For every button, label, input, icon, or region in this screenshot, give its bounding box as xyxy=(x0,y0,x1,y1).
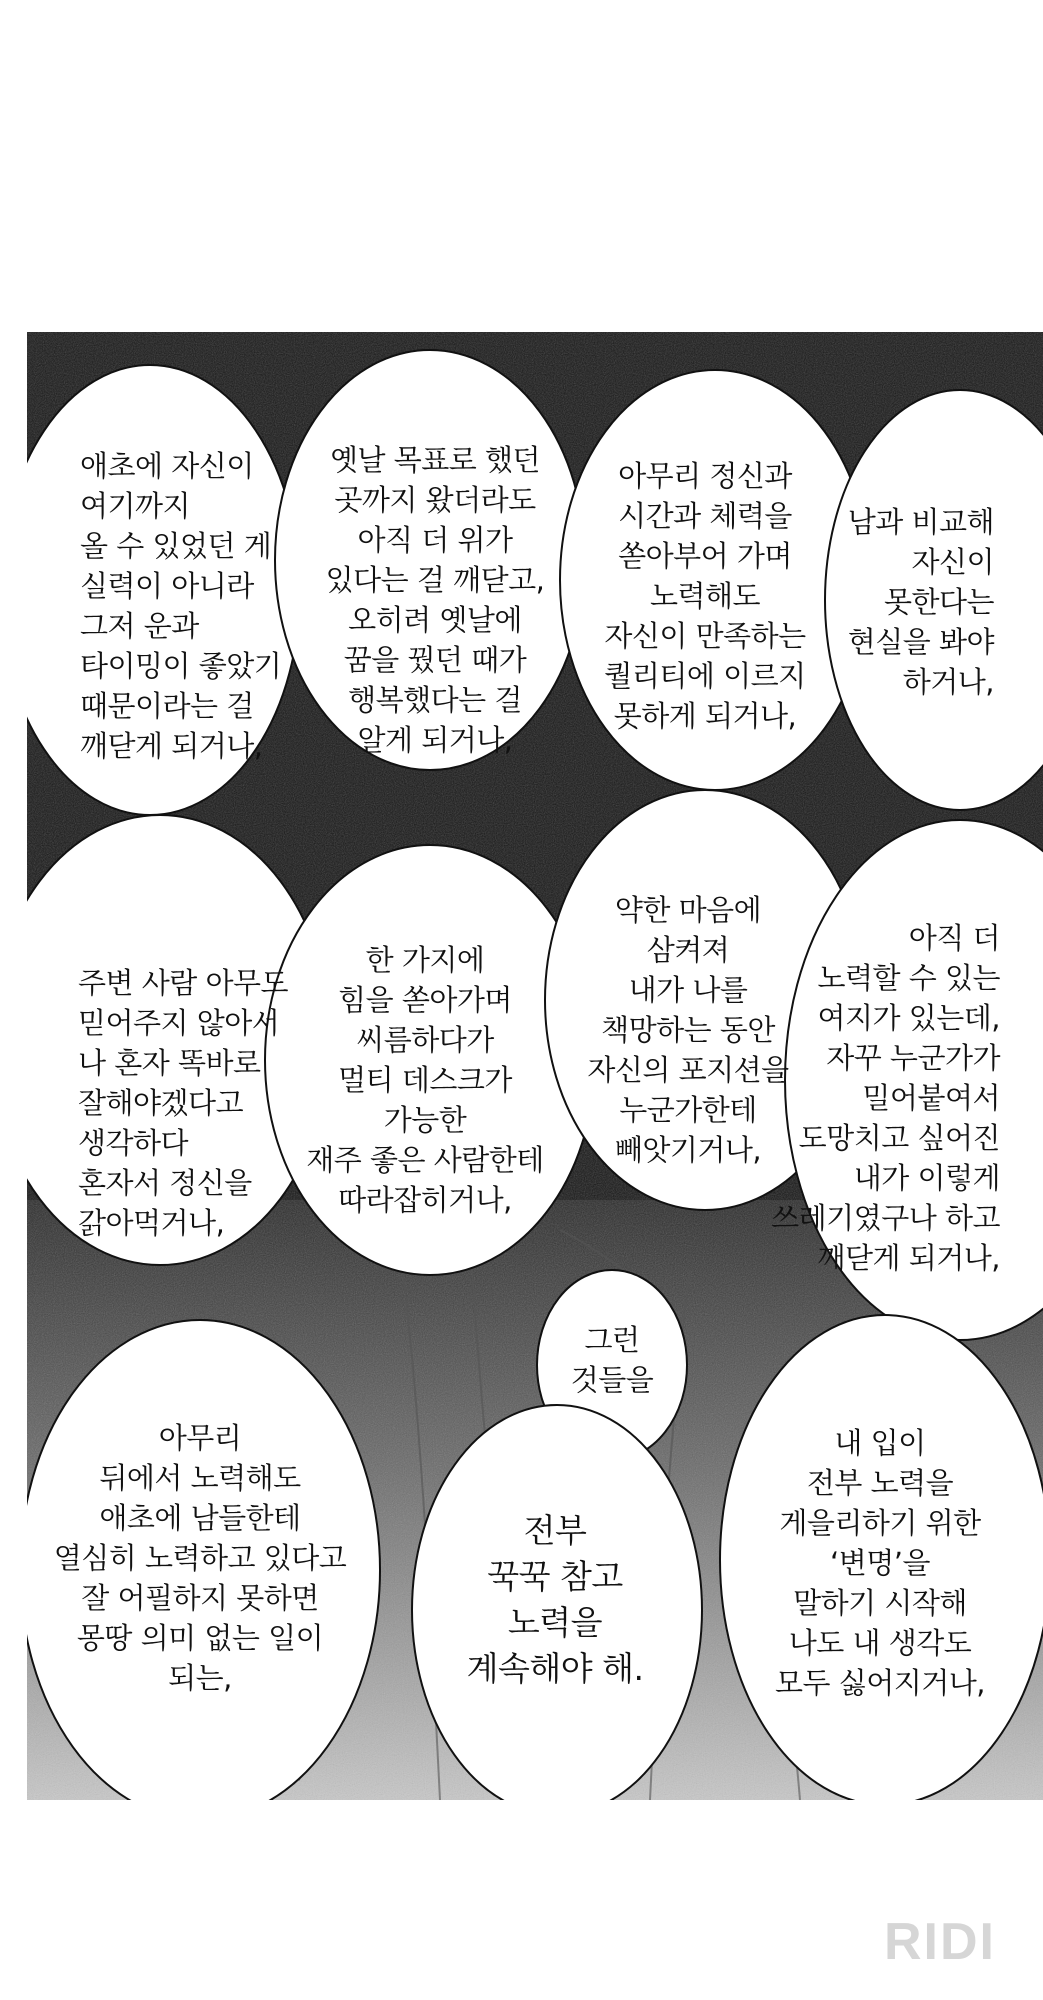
bubble-text-10: 그런 것들을 xyxy=(570,1323,654,1397)
bubble-text-5: 주변 사람 아무도 믿어주지 않아서 나 혼자 똑바로 잘해야겠다고 생각하다 혼자서 정신을 갉아먹거나, xyxy=(78,966,289,1240)
bubble-text-11: 전부 꾹꾹 참고 노력을 계속해야 해. xyxy=(466,1511,644,1688)
ridi-watermark: RIDI xyxy=(884,1913,996,1971)
bubble-text-7: 약한 마음에 삼켜져 내가 나를 책망하는 동안 자신의 포지션을 누군가한테 빼앗기거나, xyxy=(587,893,789,1167)
bubble-text-1: 애초에 자신이 여기까지 올 수 있었던 게 실력이 아니라 그저 운과 타이밍이 좋았기 때문이라는 걸 깨닫게 되거나, xyxy=(80,449,282,763)
bubble-text-6: 한 가지에 힘을 쏟아가며 씨름하다가 멀티 데스크가 가능한 재주 좋은 사람한테 따라잡히거나, xyxy=(306,943,544,1217)
bubble-text-8: 아직 더 노력할 수 있는 여지가 있는데, 자꾸 누군가가 밀어붙여서 도망치고 싶어진 내가 이렇게 쓰레기였구나 하고 깨닫게 되거나, xyxy=(771,921,1000,1275)
bubble-text-3: 아무리 정신과 시간과 체력을 쏟아부어 가며 노력해도 자신이 만족하는 퀄리티에 이르지 못하게 되거나, xyxy=(604,459,806,733)
bubble-text-9: 아무리 뒤에서 노력해도 애초에 남들한테 열심히 노력하고 있다고 잘 어필하지 못하면 몽땅 의미 없는 일이 되는, xyxy=(53,1421,347,1695)
bubble-text-4: 남과 비교해 자신이 못한다는 현실을 봐야 하거나, xyxy=(847,505,994,699)
bubble-text-2: 옛날 목표로 했던 곳까지 왔더라도 아직 더 위가 있다는 걸 깨닫고, 오히려 옛날에 꿈을 꿨던 때가 행복했다는 걸 알게 되거나, xyxy=(325,443,545,757)
bubble-text-12: 내 입이 전부 노력을 게을리하기 위한 ‘변명’을 말하기 시작해 나도 내 생각도 모두 싫어지거나, xyxy=(774,1426,986,1700)
